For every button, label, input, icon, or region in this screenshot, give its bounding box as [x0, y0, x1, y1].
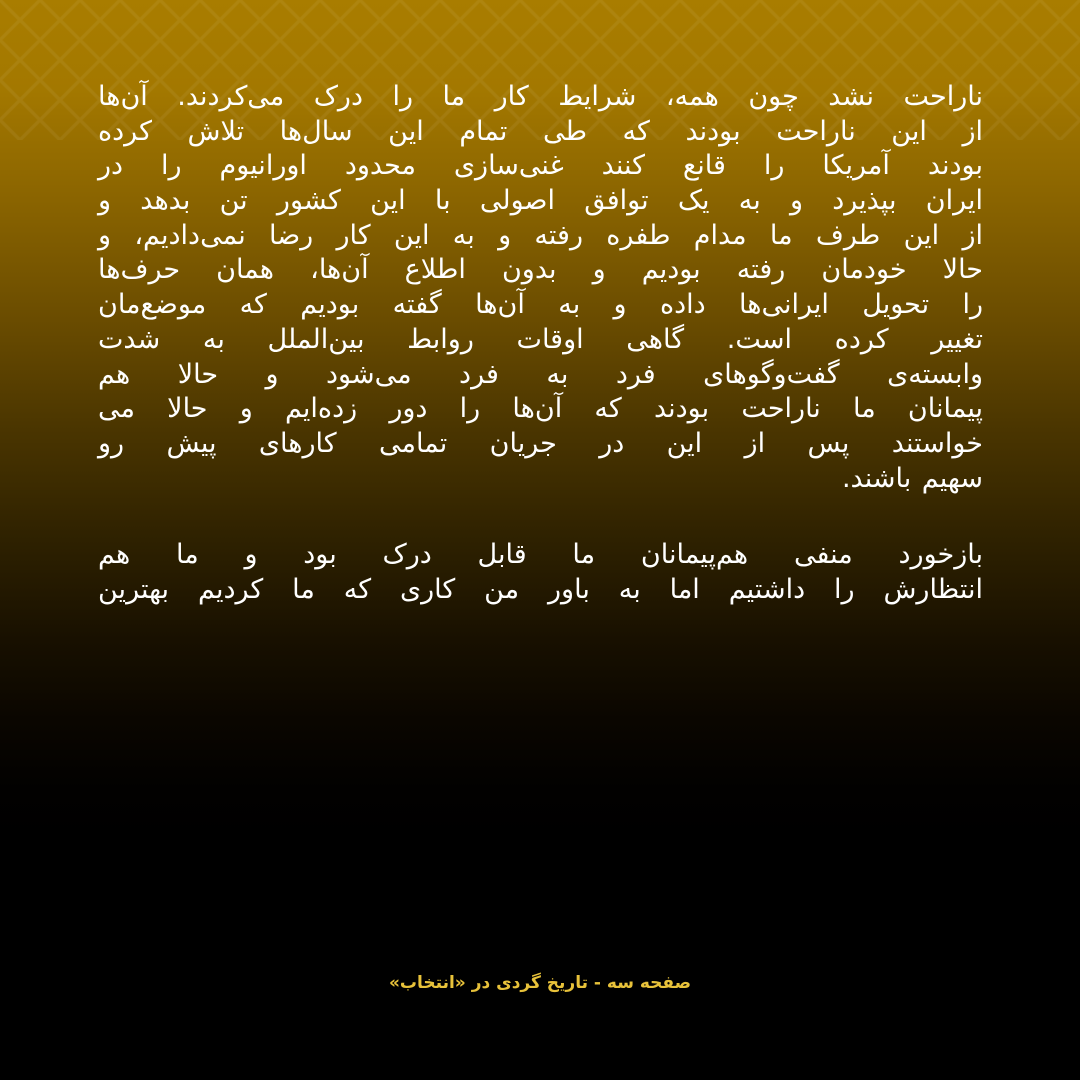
text-line: ایران بپذیرد و به یک توافق اصولی با این کشور تن بدهد و: [98, 185, 983, 217]
text-line: خواستند پس از این در جریان تمامی کارهای پیش رو: [98, 427, 983, 459]
text-line: تغییر کرده است. گاهی اوقات روابط بین‌الملل به شدت: [98, 323, 983, 355]
text-line: وابسته‌ی گفت‌وگوهای فرد به فرد می‌شود و حالا هم: [98, 358, 983, 390]
paragraph-2: [98, 538, 983, 607]
page-caption: صفحه سه - تاریخ گردی در «انتخاب»: [388, 973, 692, 993]
text-line: حالا خودمان رفته بودیم و بدون اطلاع آن‌ها، همان حرف‌ها: [98, 254, 983, 286]
text-line: را تحویل ایرانی‌ها داده و به آن‌ها گفته بودیم که موضع‌مان: [98, 289, 983, 321]
text-line: بودند آمریکا را قانع کنند غنی‌سازی محدود اورانیوم را در: [98, 150, 983, 182]
text-line: از این ناراحت بودند که طی تمام این سال‌ها تلاش کرده: [98, 115, 983, 147]
text-line: از این طرف ما مدام طفره رفته و به این کار رضا نمی‌دادیم، و: [98, 219, 983, 251]
paragraph-1: [98, 80, 983, 496]
text-line: بازخورد منفی هم‌پیمانان ما قابل درک بود و ما هم: [98, 539, 983, 571]
text-line: ناراحت نشد چون همه، شرایط کار ما را درک می‌کردند. آن‌ها: [98, 81, 983, 112]
article-body: [98, 80, 983, 608]
text-line: پیمانان ما ناراحت بودند که آن‌ها را دور زده‌ایم و حالا می: [98, 393, 983, 425]
text-line: سهیم باشند.: [841, 462, 983, 494]
text-line: انتظارش را داشتیم اما به باور من کاری که ما کردیم بهترین: [98, 573, 983, 605]
